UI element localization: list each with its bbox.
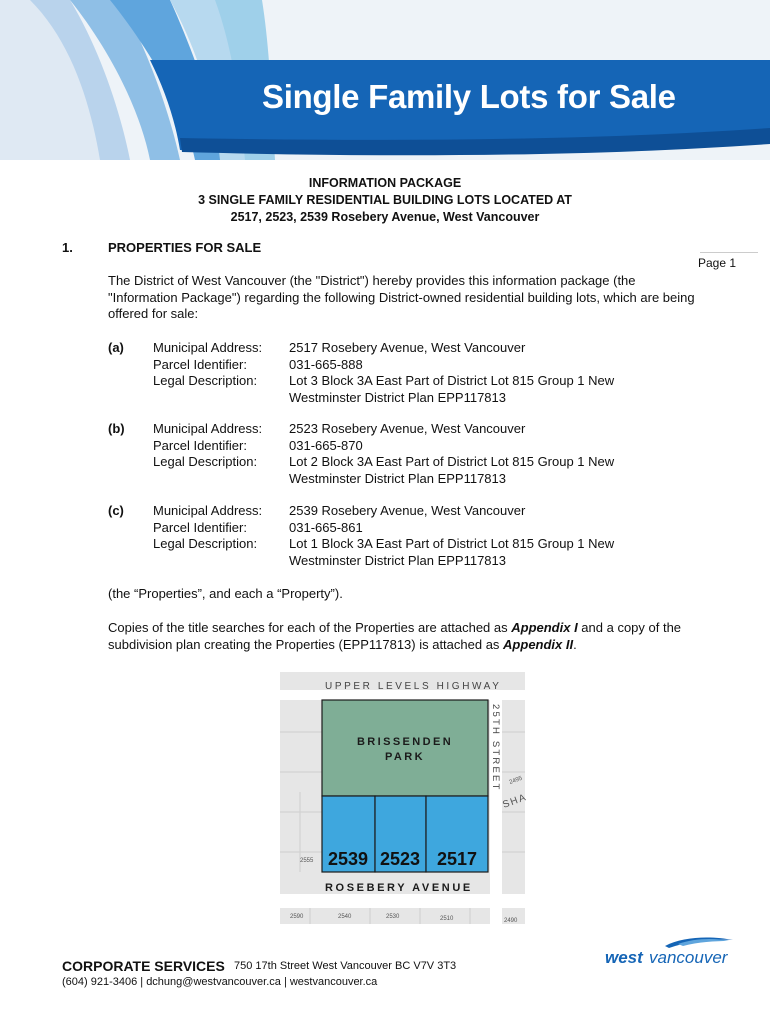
package-heading-line3: 2517, 2523, 2539 Rosebery Avenue, West Vancouver xyxy=(230,210,540,224)
label-address: Municipal Address: xyxy=(153,421,263,436)
logo-vancouver: vancouver xyxy=(649,948,728,967)
package-heading-line2: 3 SINGLE FAMILY RESIDENTIAL BUILDING LOTS LOCATED AT xyxy=(198,193,572,207)
label-address: Municipal Address: xyxy=(153,503,263,518)
footer-address: 750 17th Street West Vancouver BC V7V 3T3 xyxy=(234,960,457,972)
appendix-1-ref: Appendix I xyxy=(511,620,578,635)
copies-paragraph xyxy=(108,620,703,653)
label-legal: Legal Description: xyxy=(153,454,258,469)
top-road-label: UPPER LEVELS HIGHWAY xyxy=(325,681,502,692)
copies-text-3: . xyxy=(573,636,577,652)
lot-entry-a xyxy=(108,340,708,410)
lot-values xyxy=(289,503,649,569)
copies-text-1: Copies of the title searches for each of the Properties are attached as xyxy=(108,620,512,635)
package-heading-line1: INFORMATION PACKAGE xyxy=(308,176,462,190)
left-lot-number: 2555 xyxy=(300,858,314,864)
lot-labels xyxy=(153,503,288,553)
properties-note: (the “Properties”, and each a “Property”). xyxy=(108,586,343,601)
sha-road-label: SHA xyxy=(501,791,529,811)
label-address: Municipal Address: xyxy=(153,340,263,355)
right-lot-number: 2495 xyxy=(508,775,524,786)
lot-values xyxy=(289,340,649,406)
bottom-lot-number: 2530 xyxy=(386,914,400,920)
lot-entry-c xyxy=(108,503,708,573)
lot-legal: Lot 2 Block 3A East Part of District Lot 815 Group 1 New Westminster District Plan EPP117813 xyxy=(289,454,615,486)
lot-address: 2523 Rosebery Avenue, West Vancouver xyxy=(289,421,526,436)
label-pid: Parcel Identifier: xyxy=(153,519,247,535)
lot-legal: Lot 1 Block 3A East Part of District Lot 815 Group 1 New Westminster District Plan EPP117813 xyxy=(289,536,615,568)
lot-values xyxy=(289,421,649,487)
bottom-lot-number: 2510 xyxy=(440,916,454,922)
footer-contact: (604) 921-3406 | dchung@westvancouver.ca | westvancouver.ca xyxy=(62,976,378,988)
lot-address: 2539 Rosebery Avenue, West Vancouver xyxy=(289,503,526,518)
lot-legal: Lot 3 Block 3A East Part of District Lot 815 Group 1 New Westminster District Plan EPP117813 xyxy=(289,373,615,405)
copies-text-2: and a copy of the subdivision plan creating the Properties (EPP117813) is attached as xyxy=(108,620,682,652)
lot-number: 2539 xyxy=(327,849,369,869)
site-map xyxy=(280,672,529,924)
page-number: Page 1 xyxy=(698,256,737,270)
lot-labels xyxy=(153,340,288,390)
bottom-lot-number: 2590 xyxy=(290,914,304,920)
lot-pid: 031-665-861 xyxy=(289,519,363,535)
lot-letter: (b) xyxy=(108,421,125,436)
lot-number: 2517 xyxy=(436,849,478,869)
park-label-1: BRISSENDEN xyxy=(356,736,454,748)
intro-paragraph: The District of West Vancouver (the "District") hereby provides this information package (the "Information Package") regarding the following District-owned residential building lots, which are being offered for sale: xyxy=(108,273,695,321)
section-number: 1. xyxy=(62,240,73,255)
appendix-2-ref: Appendix II xyxy=(503,636,574,652)
west-vancouver-logo xyxy=(603,936,748,970)
label-legal: Legal Description: xyxy=(153,536,258,551)
label-pid: Parcel Identifier: xyxy=(153,356,247,372)
bottom-road-label: ROSEBERY AVENUE xyxy=(325,882,473,894)
lot-letter: (a) xyxy=(108,340,124,355)
lot-pid: 031-665-870 xyxy=(289,437,363,453)
bottom-lot-number: 2490 xyxy=(504,918,518,924)
brissenden-park xyxy=(322,700,488,796)
label-pid: Parcel Identifier: xyxy=(153,437,247,453)
page-divider xyxy=(700,252,758,253)
park-label-2: PARK xyxy=(385,751,425,763)
lot-address: 2517 Rosebery Avenue, West Vancouver xyxy=(289,340,526,355)
lot-number: 2523 xyxy=(379,849,421,869)
header-banner xyxy=(0,0,770,160)
logo-west: west xyxy=(605,948,643,967)
footer-department: CORPORATE SERVICES xyxy=(62,958,225,974)
label-legal: Legal Description: xyxy=(153,373,258,388)
rosebery-road xyxy=(280,894,525,908)
lot-pid: 031-665-888 xyxy=(289,356,363,372)
banner-title: Single Family Lots for Sale xyxy=(262,78,676,115)
lot-letter: (c) xyxy=(108,503,124,518)
lot-labels xyxy=(153,421,288,471)
bottom-lot-number: 2540 xyxy=(338,914,352,920)
lot-entry-b xyxy=(108,421,708,491)
section-title: PROPERTIES FOR SALE xyxy=(108,240,262,255)
side-road-label: 25TH STREET xyxy=(490,704,501,792)
